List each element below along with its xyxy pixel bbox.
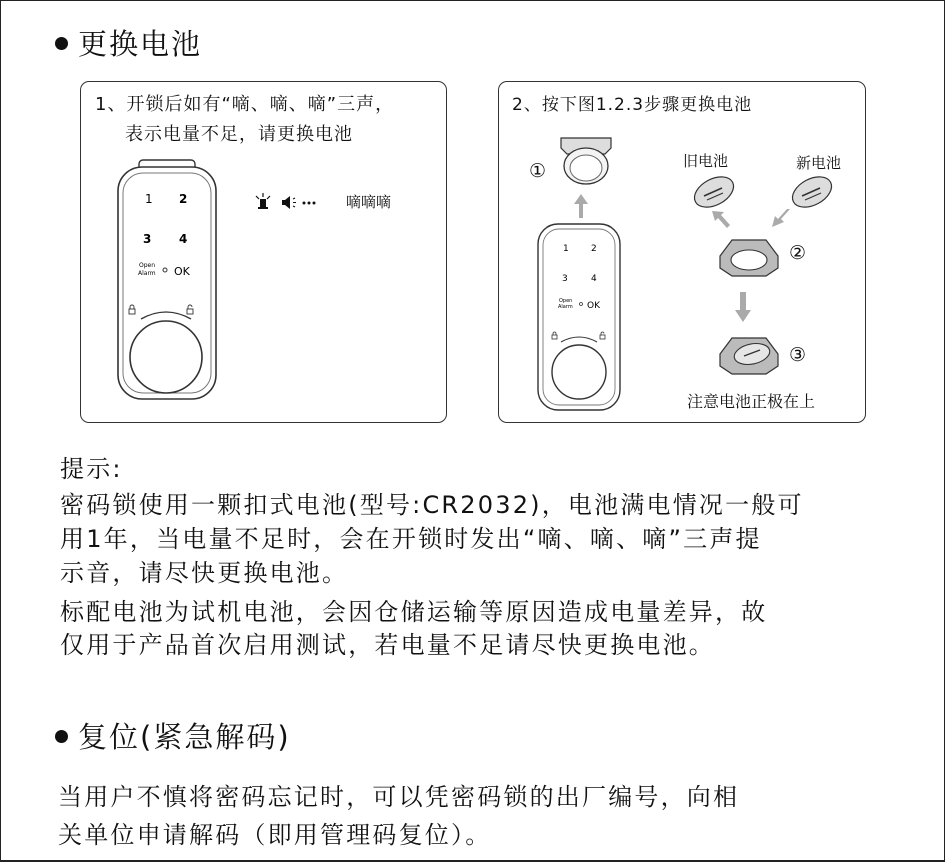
alarm-light-icon xyxy=(256,193,270,209)
reset-line2: 关单位申请解码（即用管理码复位）。 xyxy=(58,821,492,849)
bullet-icon xyxy=(55,730,68,743)
bottom-rule xyxy=(0,860,945,862)
reset-line1: 当用户不慎将密码忘记时，可以凭密码锁的出厂编号，向相 xyxy=(58,783,740,811)
section-title-text: 更换电池 xyxy=(78,27,203,61)
arrow-in-icon xyxy=(769,206,793,232)
step-2-marker: ② xyxy=(789,242,807,264)
tips-p2-line1: 标配电池为试机电池，会因仓储运输等原因造成电量差异，故 xyxy=(60,598,768,626)
arrow-out-icon xyxy=(709,208,733,232)
section-title-text: 复位(紧急解码) xyxy=(78,720,291,754)
key-3: 3 xyxy=(143,232,152,246)
key-1: 1 xyxy=(145,192,153,206)
battery-cover-icon xyxy=(555,134,617,189)
bullet-icon xyxy=(55,37,68,50)
ellipsis-icon xyxy=(303,202,316,205)
tips-p1-line1: 密码锁使用一颗扣式电池(型号:CR2032)，电池满电情况一般可 xyxy=(60,491,804,519)
speaker-icon xyxy=(282,196,296,209)
lock-illustration-small xyxy=(534,220,624,415)
replace-steps-box xyxy=(498,81,866,423)
key-2: 2 xyxy=(179,192,188,206)
box1-line1: 1、开锁后如有“嘀、嘀、嘀”三声， xyxy=(95,94,395,115)
tips-label: 提示: xyxy=(60,455,123,483)
arrow-down-icon xyxy=(733,290,753,324)
open-label: Open xyxy=(139,262,156,269)
old-battery-icon xyxy=(689,174,739,210)
arrow-up-icon xyxy=(571,192,591,220)
ok-label-small: OK xyxy=(587,301,600,311)
section-title-battery xyxy=(55,22,202,63)
alarm-label: Alarm xyxy=(138,270,156,277)
alarm-label-small: Alarm xyxy=(558,304,573,310)
tips-p1-line3: 示音，请尽快更换电池。 xyxy=(60,559,349,587)
key-4-small: 4 xyxy=(591,274,597,284)
new-battery-icon xyxy=(787,174,837,210)
old-battery-label: 旧电池 xyxy=(683,152,729,170)
battery-holder-step2-icon xyxy=(714,234,784,282)
ok-label: OK xyxy=(174,265,190,278)
step-3-marker: ③ xyxy=(789,344,807,366)
polarity-note: 注意电池正极在上 xyxy=(687,392,816,411)
beep-text: 嘀嘀嘀 xyxy=(346,193,392,211)
key-3-small: 3 xyxy=(562,274,568,284)
open-label-small: Open xyxy=(559,298,573,304)
beep-icons xyxy=(253,190,333,214)
tips-p2-line2: 仅用于产品首次启用测试，若电量不足请尽快更换电池。 xyxy=(60,631,715,659)
key-4: 4 xyxy=(179,232,188,246)
section-title-reset xyxy=(55,715,291,756)
battery-holder-step3-icon xyxy=(714,332,784,380)
box2-title: 2、按下图1.2.3步骤更换电池 xyxy=(512,95,753,115)
step-1-marker: ① xyxy=(529,160,547,182)
low-battery-box xyxy=(80,81,447,423)
new-battery-label: 新电池 xyxy=(796,154,842,172)
box1-line2: 表示电量不足，请更换电池 xyxy=(125,124,353,145)
tips-p1-line2: 用1年，当电量不足时，会在开锁时发出“嘀、嘀、嘀”三声提 xyxy=(60,525,762,553)
key-1-small: 1 xyxy=(563,244,569,254)
lock-illustration xyxy=(111,157,221,407)
key-2-small: 2 xyxy=(591,244,597,254)
